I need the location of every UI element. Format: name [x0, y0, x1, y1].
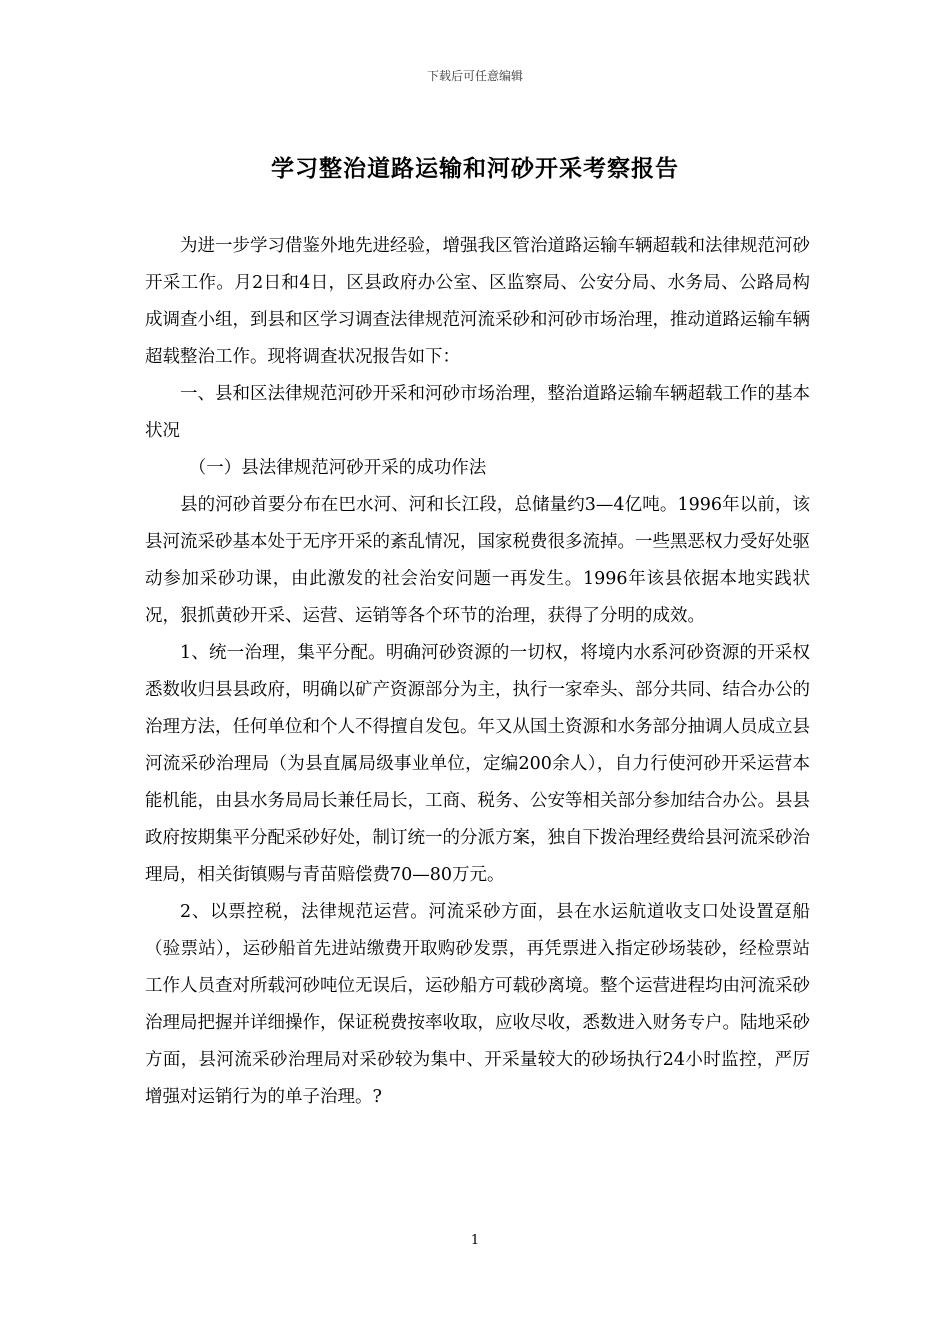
page-header: 下载后可任意编辑: [426, 69, 523, 83]
section-heading: 一、县和区法律规范河砂开采和河砂市场治理，整治道路运输车辆超载工作的基本状况: [145, 384, 810, 441]
document-title: 学习整治道路运输和河砂开采考察报告: [271, 156, 679, 182]
document-body: [145, 228, 810, 1116]
subsection-heading: （一）县法律规范河砂开采的成功作法: [188, 458, 487, 478]
body-paragraph: 县的河砂首要分布在巴水河、河和长江段，总储量约3—4亿吨。1996年以前，该县河流采砂基本处于无序开采的紊乱情况，国家税费很多流掉。一些黑恶权力受好处驱动参加采砂功课，由此激发的社会治安问题一再发生。1996年该县依据本地实践状况，狠抓黄砂开采、运营、运销等各个环节的治理，获得了分明的成效。: [145, 495, 810, 626]
body-paragraph: 1、统一治理，集平分配。明确河砂资源的一切权，将境内水系河砂资源的开采权悉数收归县县政府，明确以矿产资源部分为主，执行一家牵头、部分共同、结合办公的治理方法，任何单位和个人不得擅自发包。年又从国土资源和水务部分抽调人员成立县河流采砂治理局（为县直属局级事业单位，定编200余人），自力行使河砂开采运营本能机能，由县水务局局长兼任局长，工商、税务、公安等相关部分参加结合办公。县县政府按期集平分配采砂好处，制订统一的分派方案，独自下拨治理经费给县河流采砂治理局，相关街镇赐与青苗赔偿费70—80万元。: [145, 643, 810, 885]
intro-paragraph: 为进一步学习借鉴外地先进经验，增强我区管治道路运输车辆超载和法律规范河砂开采工作。月2日和4日，区县政府办公室、区监察局、公安分局、水务局、公路局构成调查小组，到县和区学习调查法律规范河流采砂和河砂市场治理，推动道路运输车辆超载整治工作。现将调查状况报告如下：: [145, 236, 810, 367]
body-paragraph: 2、以票控税，法律规范运营。河流采砂方面，县在水运航道收支口处设置趸船（验票站），运砂船首先进站缴费开取购砂发票，再凭票进入指定砂场装砂，经检票站工作人员查对所载河砂吨位无误后，运砂船方可载砂离境。整个运营进程均由河流采砂治理局把握并详细操作，保证税费按率收取，应收尽收，悉数进入财务专户。陆地采砂方面，县河流采砂治理局对采砂较为集中、开采量较大的砂场执行24小时监控，严厉增强对运销行为的单子治理。?: [145, 902, 810, 1107]
page-number: 1: [470, 1233, 480, 1248]
